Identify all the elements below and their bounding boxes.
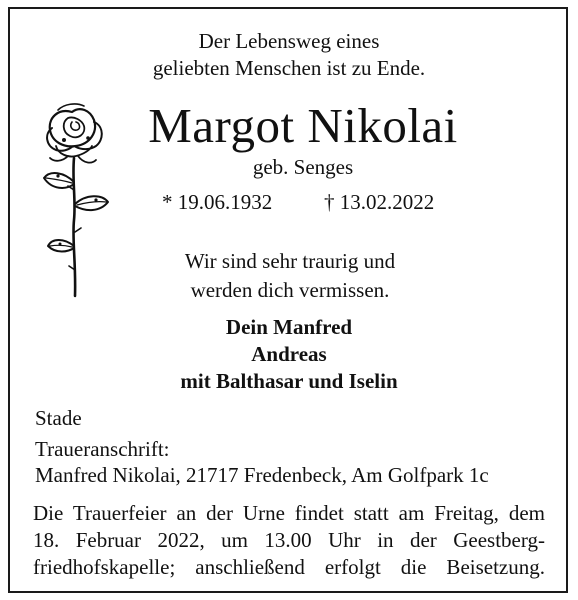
funeral-notice <box>33 500 545 581</box>
rose-icon <box>28 100 124 300</box>
intro-line-2: geliebten Menschen ist zu Ende. <box>152 56 426 80</box>
notice-line-1: Die Trauerfeier an der Urne findet statt am Freitag, dem <box>33 501 545 525</box>
mourning-line-2: werden dich vermissen. <box>190 278 390 302</box>
signer-name: Andreas <box>251 342 327 366</box>
signer-name: mit Balthasar und Iselin <box>180 369 398 393</box>
birth-date: * 19.06.1932 <box>162 190 273 214</box>
deceased-name: Margot Nikolai <box>148 98 458 153</box>
death-date: † 13.02.2022 <box>324 190 435 214</box>
signer-name: Dein Manfred <box>225 315 353 339</box>
address-label: Traueranschrift: <box>35 437 170 461</box>
signers-block <box>0 314 578 395</box>
mourning-text <box>140 247 440 305</box>
maiden-name: geb. Senges <box>252 155 354 179</box>
place-name: Stade <box>35 406 82 430</box>
notice-line-2: 18. Februar 2022, um 13.00 Uhr in der Geestberg- <box>33 528 545 552</box>
address-value: Manfred Nikolai, 21717 Fredenbeck, Am Golfpark 1c <box>35 463 489 487</box>
notice-line-3: friedhofskapelle; anschließend erfolgt die Beisetzung. <box>33 555 545 579</box>
intro-text <box>0 28 578 82</box>
mourning-line-1: Wir sind sehr traurig und <box>184 249 396 273</box>
intro-line-1: Der Lebensweg eines <box>198 29 380 53</box>
